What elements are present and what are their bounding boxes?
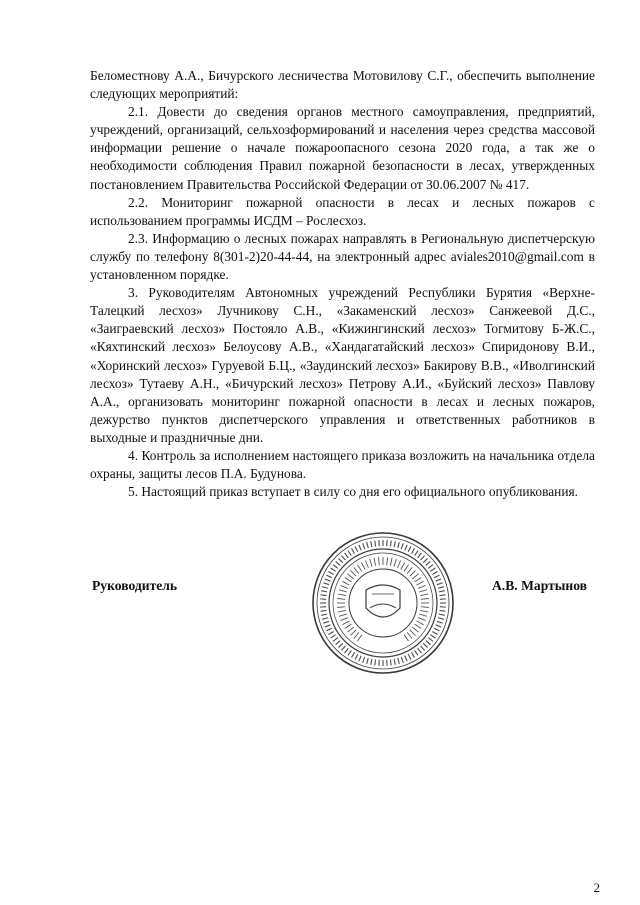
seal-mark [440, 610, 446, 611]
seal-mark [418, 618, 425, 621]
seal-mark [428, 638, 433, 642]
seal-mark [336, 641, 341, 645]
seal-mark [354, 632, 359, 638]
seal-mark [423, 558, 427, 562]
seal-mark [398, 658, 400, 664]
seal-mark [325, 625, 331, 627]
seal-mark [398, 542, 400, 548]
seal-mark [328, 572, 333, 575]
seal-mark [336, 561, 341, 565]
seal-mark [375, 541, 376, 547]
seal-mark [321, 614, 327, 615]
seal-mark [333, 638, 338, 642]
seal-mark [375, 660, 376, 666]
seal-mark [418, 648, 422, 653]
seal-mark [394, 541, 395, 547]
seal-mark [327, 628, 332, 631]
seal-mark [439, 614, 445, 615]
seal-mark [365, 561, 368, 568]
seal-mark [337, 598, 345, 599]
paragraph-5: 5. Настоящий приказ вступает в силу со дня его официального опубликования. [128, 484, 578, 500]
seal-mark [354, 567, 359, 573]
seal-mark [355, 547, 358, 552]
seal-mark [321, 610, 327, 611]
seal-mark [339, 614, 347, 616]
seal-mark [401, 562, 405, 569]
paragraph-intro: Беломестнову А.А., Бичурского лесничества Мотовилову С.Г., обеспечить выполнение следующих мероприятий: [90, 68, 595, 102]
seal-mark [417, 621, 424, 625]
seal-mark [401, 657, 403, 663]
seal-mark [436, 625, 442, 627]
seal-mark [390, 541, 391, 547]
seal-mark [426, 561, 431, 565]
seal-mark [350, 630, 356, 636]
paragraph-2-1: 2.1. Довести до сведения органов местного самоуправления, предприятий, учреждений, организаций, сельхозформирований и населения через средства массовой информации решение о начале пожароопасного сезона 2020 года, а так же о необходимости соблюдения Правил пожарной безопасности в лесах, утвержденных постановлением Правительства Российской Федерации от 30.06.2007 № 417. [90, 104, 595, 192]
seal-mark [430, 635, 435, 638]
seal-mark [341, 618, 348, 621]
seal-mark [407, 567, 412, 573]
signatory-name: А.В. Мартынов [491, 578, 587, 593]
seal-mark [374, 558, 376, 566]
seal-mark [423, 643, 427, 647]
seal-mark [345, 553, 349, 558]
seal-mark [355, 654, 358, 659]
seal-mark [412, 548, 415, 553]
seal-mark [432, 572, 437, 575]
seal-mark [437, 621, 443, 623]
paragraph-2-3: 2.3. Информацию о лесных пожарах направлять в Региональную диспетчерскую службу по телефону 8(301-2)20-44-44, на электронный адрес aviales2010@gmail.com в установленном порядке. [90, 230, 595, 283]
seal-mark [350, 570, 356, 576]
seal-mark [363, 543, 365, 549]
seal-mark [415, 624, 422, 628]
seal-mark [410, 630, 416, 636]
seal-mark [420, 610, 428, 612]
seal-mark [401, 543, 403, 549]
seal-mark [333, 565, 338, 569]
seal-mark [337, 607, 345, 608]
seal-mark [378, 557, 379, 565]
seal-mark [328, 632, 333, 635]
seal-mark [412, 627, 418, 632]
seal-mark [348, 551, 351, 556]
paragraph-4: 4. Контроль за исполнением настоящего приказа возложить на начальника отдела охраны, защиты лесов П.А. Будунова. [90, 447, 595, 482]
seal-mark [338, 643, 342, 647]
seal-mark [415, 650, 418, 655]
seal-mark [421, 556, 425, 561]
seal-mark [390, 660, 391, 666]
seal-mark [341, 646, 345, 651]
seal-mark [408, 654, 411, 659]
seal-mark [357, 635, 361, 642]
seal-mark [404, 635, 408, 642]
seal-mark [370, 559, 372, 567]
seal-mark [345, 624, 352, 628]
paragraph-3: 3. Руководителям Автономных учреждений Республики Бурятия «Верхне-Талецкий лесхоз» Лучникову С.Н., «Закаменский лесхоз» Санжеевой Д.С., «Заиграевский лесхоз» Постояло А.В., «Кижингинский лесхоз» Тогмитову Б-Ж.С., «Кяхтинский лесхоз» Белоусову А.В., «Хандагатайский лесхоз» Спиридонову В.И., «Хоринский лесхоз» Гуруевой Б.Ц., «Заудинский лесхоз» Бакирову В.В., «Иволгинский лесхоз» Тутаеву А.Н., «Бичурский лесхоз» Петрову А.И., «Буйский лесхоз» Павлову А.А., организовать мониторинг пожарной опасности в лесах и лесных пожаров, дежурство пунктов диспетчерского управления и ответственных работников в выходные и праздничные дни. [90, 285, 595, 445]
seal-mark [415, 551, 418, 556]
seal-mark [387, 557, 388, 565]
seal-mark [352, 652, 355, 657]
seal-mark [352, 548, 355, 553]
seal-mark [412, 652, 415, 657]
seal-mark [421, 646, 425, 651]
seal-mark [404, 565, 408, 572]
seal-mark [338, 610, 346, 612]
seal-mark [367, 542, 369, 548]
seal-mark [363, 657, 365, 663]
seal-mark [359, 545, 361, 551]
seal-mark [323, 621, 329, 623]
seal-mark [438, 618, 444, 620]
seal-mark [408, 547, 411, 552]
seal-mark [341, 556, 345, 561]
seal-mark [345, 648, 349, 653]
seal-mark [430, 568, 435, 571]
seal-mark [418, 553, 422, 558]
seal-mark [419, 614, 427, 616]
seal-mark [359, 656, 361, 662]
paragraph-2-2: 2.2. Мониторинг пожарной опасности в лесах и лесных пожаров с использованием программы ИСДМ – Рослесхоз. [90, 194, 595, 228]
seal-mark [390, 558, 392, 566]
seal-mark [407, 632, 412, 638]
seal-mark [405, 656, 407, 662]
seal-mark [428, 565, 433, 569]
signature-block [90, 578, 595, 598]
seal-mark [357, 565, 361, 572]
seal-mark [347, 627, 353, 632]
seal-mark [342, 621, 349, 625]
seal-mark [394, 559, 396, 567]
signatory-title: Руководитель [92, 578, 178, 593]
seal-mark [331, 635, 336, 638]
order-body [90, 67, 595, 501]
seal-mark [394, 659, 395, 665]
seal-mark [348, 650, 351, 655]
seal-mark [371, 541, 372, 547]
seal-mark [331, 568, 336, 571]
seal-mark [322, 618, 328, 620]
seal-mark [361, 562, 365, 569]
seal-mark [405, 545, 407, 551]
seal-mark [432, 632, 437, 635]
seal-mark [434, 628, 439, 631]
seal-mark [367, 658, 369, 664]
seal-mark [421, 598, 429, 599]
seal-mark [371, 659, 372, 665]
seal-mark [338, 558, 342, 562]
seal-mark [421, 607, 429, 608]
seal-mark [398, 561, 401, 568]
seal-mark [410, 570, 416, 576]
page-number: 2 [593, 880, 600, 895]
official-seal-icon [308, 528, 458, 678]
seal-mark [426, 641, 431, 645]
